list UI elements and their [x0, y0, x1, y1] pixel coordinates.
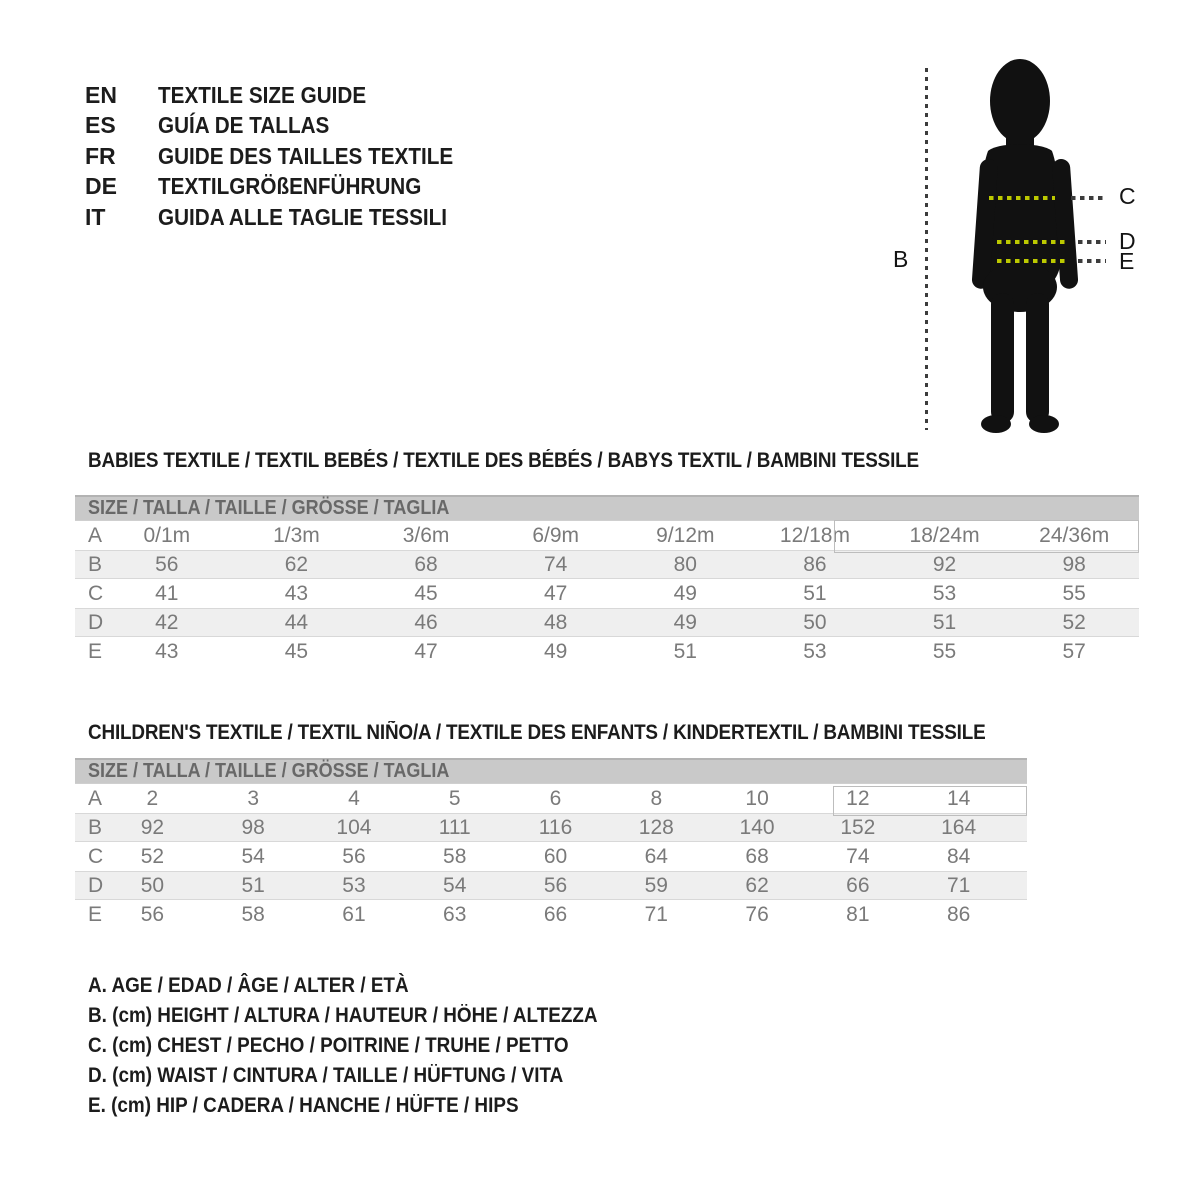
- table-row: [75, 608, 1139, 637]
- table-cell: 140: [739, 815, 775, 839]
- table-cell: 47: [544, 581, 568, 605]
- table-cell: 56: [543, 873, 568, 897]
- table-cell: 9/12m: [656, 523, 715, 547]
- waist-leader-line-d: [1078, 240, 1106, 244]
- table-row: [75, 637, 1139, 666]
- table-cell: 48: [544, 610, 568, 634]
- hip-leader-line-e: [1078, 259, 1106, 263]
- table-cell: 98: [1062, 552, 1086, 576]
- table-cell: 111: [438, 815, 471, 839]
- table-cell: 152: [840, 815, 876, 839]
- table-header-text: SIZE / TALLA / TAILLE / GRÖSSE / TAGLIA: [88, 760, 450, 782]
- language-row-de: [85, 172, 486, 203]
- table-cell: 41: [155, 581, 179, 605]
- language-row-fr: [85, 141, 486, 172]
- children-size-table: [75, 758, 1027, 929]
- table-row: [75, 900, 1027, 929]
- table-cell: 76: [745, 902, 769, 926]
- table-cell: 45: [284, 639, 309, 663]
- legend-text: B. (cm) HEIGHT / ALTURA / HAUTEUR / HÖHE / ALTEZZA: [88, 1004, 598, 1027]
- child-silhouette-icon: [950, 55, 1100, 435]
- row-label: C: [88, 581, 104, 605]
- language-label: GUIDA ALLE TAGLIE TESSILI: [158, 203, 448, 230]
- children-section-heading: [88, 721, 1085, 745]
- table-cell: 59: [644, 873, 668, 897]
- table-cell: 98: [241, 815, 265, 839]
- table-cell: 49: [673, 581, 697, 605]
- table-cell: 43: [155, 639, 179, 663]
- table-cell: 74: [544, 552, 568, 576]
- legend-item-age: [88, 971, 654, 1001]
- legend-item-waist: [88, 1061, 654, 1091]
- table-cell: 52: [140, 844, 165, 868]
- table-cell: 1/3m: [273, 523, 320, 547]
- legend-item-chest: [88, 1031, 654, 1061]
- table-cell: 74: [846, 844, 870, 868]
- table-cell: 54: [443, 873, 467, 897]
- measure-label-e: E: [1119, 248, 1135, 274]
- table-cell: 8: [650, 786, 663, 810]
- table-cell: 49: [544, 639, 568, 663]
- legend-text: E. (cm) HIP / CADERA / HANCHE / HÜFTE / HIPS: [88, 1094, 519, 1117]
- table-cell: 51: [673, 639, 697, 663]
- language-code: ES: [85, 112, 116, 139]
- row-label: E: [88, 902, 103, 926]
- table-cell: 61: [342, 902, 366, 926]
- table-cell: 6/9m: [532, 523, 580, 547]
- language-code: IT: [85, 203, 106, 230]
- babies-section-heading: [88, 449, 1011, 473]
- row-label: D: [88, 873, 104, 897]
- table-cell: 51: [803, 581, 827, 605]
- table-cell: 62: [745, 873, 769, 897]
- table-cell: 47: [414, 639, 438, 663]
- language-label: TEXTILE SIZE GUIDE: [158, 81, 367, 108]
- legend-item-hip: [88, 1091, 654, 1121]
- table-cell: 5: [448, 786, 461, 810]
- row-label: B: [88, 815, 103, 839]
- table-cell: 71: [946, 873, 971, 897]
- table-cell: 3: [247, 786, 260, 810]
- table-cell: 57: [1062, 639, 1086, 663]
- children-heading-text: CHILDREN'S TEXTILE / TEXTIL NIÑO/A / TEXTILE DES ENFANTS / KINDERTEXTIL / BAMBINI TESSILE: [88, 721, 986, 744]
- language-list: [85, 80, 486, 233]
- measure-label-c: C: [1119, 183, 1136, 209]
- table-cell: 92: [140, 815, 165, 839]
- table-cell: 51: [932, 610, 957, 634]
- table-cell: 64: [644, 844, 668, 868]
- table-cell: 4: [348, 786, 360, 810]
- legend-item-height: [88, 1001, 654, 1031]
- children-size-highlight-box: [833, 786, 1027, 816]
- table-cell: 58: [443, 844, 467, 868]
- table-cell: 68: [745, 844, 769, 868]
- table-cell: 53: [932, 581, 957, 605]
- table-cell: 14: [946, 786, 971, 810]
- measure-label-b: B: [893, 246, 909, 272]
- language-row-es: [85, 111, 486, 142]
- table-cell: 55: [932, 639, 957, 663]
- table-cell: 62: [284, 552, 309, 576]
- table-cell: 56: [342, 844, 366, 868]
- table-cell: 10: [745, 786, 769, 810]
- language-label: TEXTILGRÖßENFÜHRUNG: [158, 173, 422, 200]
- table-cell: 0/1m: [143, 523, 191, 547]
- table-cell: 60: [543, 844, 568, 868]
- row-label: E: [88, 639, 103, 663]
- table-cell: 80: [673, 552, 697, 576]
- chest-leader-line-c: [1071, 196, 1105, 200]
- legend-text: D. (cm) WAIST / CINTURA / TAILLE / HÜFTUNG / VITA: [88, 1064, 564, 1087]
- table-row: [75, 842, 1027, 871]
- table-row: [75, 871, 1027, 900]
- table-cell: 53: [342, 873, 366, 897]
- table-cell: 12/18m: [779, 523, 850, 547]
- table-row: [75, 813, 1027, 842]
- table-cell: 49: [673, 610, 697, 634]
- language-row-en: [85, 80, 486, 111]
- language-label: GUÍA DE TALLAS: [158, 112, 330, 139]
- waist-dotted-line-d: [997, 240, 1065, 244]
- table-cell: 86: [946, 902, 971, 926]
- table-cell: 42: [155, 610, 179, 634]
- table-cell: 46: [414, 610, 438, 634]
- table-cell: 50: [140, 873, 165, 897]
- table-cell: 92: [932, 552, 957, 576]
- legend-text: C. (cm) CHEST / PECHO / POITRINE / TRUHE / PETTO: [88, 1034, 569, 1057]
- row-label: B: [88, 552, 103, 576]
- table-cell: 45: [414, 581, 438, 605]
- table-cell: 52: [1062, 610, 1086, 634]
- row-label: D: [88, 610, 104, 634]
- table-cell: 44: [284, 610, 309, 634]
- table-cell: 6: [549, 786, 562, 810]
- table-cell: 116: [538, 815, 573, 839]
- table-cell: 54: [241, 844, 265, 868]
- table-cell: 104: [336, 815, 372, 839]
- table-cell: 56: [155, 552, 179, 576]
- row-label: C: [88, 844, 104, 868]
- language-code: FR: [85, 142, 116, 169]
- babies-size-highlight-box: [834, 520, 1139, 553]
- measurement-legend: [88, 971, 654, 1121]
- babies-table-header: [75, 495, 1139, 521]
- height-dotted-line-b: [925, 68, 928, 430]
- table-cell: 43: [284, 581, 309, 605]
- table-cell: 12: [846, 786, 870, 810]
- measure-label-d: D: [1119, 228, 1136, 254]
- table-cell: 68: [414, 552, 438, 576]
- table-cell: 86: [803, 552, 827, 576]
- table-row: [75, 550, 1139, 579]
- language-code: DE: [85, 173, 117, 200]
- language-code: EN: [85, 81, 117, 108]
- table-cell: 3/6m: [402, 523, 450, 547]
- row-label: A: [88, 786, 103, 810]
- table-cell: 71: [644, 902, 668, 926]
- table-cell: 53: [803, 639, 827, 663]
- row-label: A: [88, 523, 103, 547]
- babies-heading-text: BABIES TEXTILE / TEXTIL BEBÉS / TEXTILE DES BÉBÉS / BABYS TEXTIL / BAMBINI TESSILE: [88, 449, 919, 472]
- table-cell: 63: [443, 902, 467, 926]
- table-cell: 66: [846, 873, 870, 897]
- language-row-it: [85, 202, 486, 233]
- table-cell: 55: [1062, 581, 1086, 605]
- table-cell: 50: [803, 610, 827, 634]
- table-cell: 18/24m: [909, 523, 980, 547]
- table-cell: 66: [543, 902, 568, 926]
- table-cell: 2: [146, 786, 159, 810]
- hip-dotted-line-e: [997, 259, 1065, 263]
- table-cell: 84: [946, 844, 971, 868]
- table-row: [75, 579, 1139, 608]
- children-table-header: [75, 758, 1027, 784]
- table-cell: 164: [941, 815, 977, 839]
- chest-dotted-line-c: [989, 196, 1055, 200]
- table-cell: 56: [140, 902, 165, 926]
- table-cell: 81: [846, 902, 870, 926]
- table-cell: 58: [241, 902, 265, 926]
- table-cell: 51: [241, 873, 265, 897]
- legend-text: A. AGE / EDAD / ÂGE / ALTER / ETÀ: [88, 974, 409, 997]
- language-label: GUIDE DES TAILLES TEXTILE: [158, 142, 454, 169]
- table-header-text: SIZE / TALLA / TAILLE / GRÖSSE / TAGLIA: [88, 497, 450, 519]
- table-cell: 24/36m: [1039, 523, 1110, 547]
- table-cell: 128: [638, 815, 674, 839]
